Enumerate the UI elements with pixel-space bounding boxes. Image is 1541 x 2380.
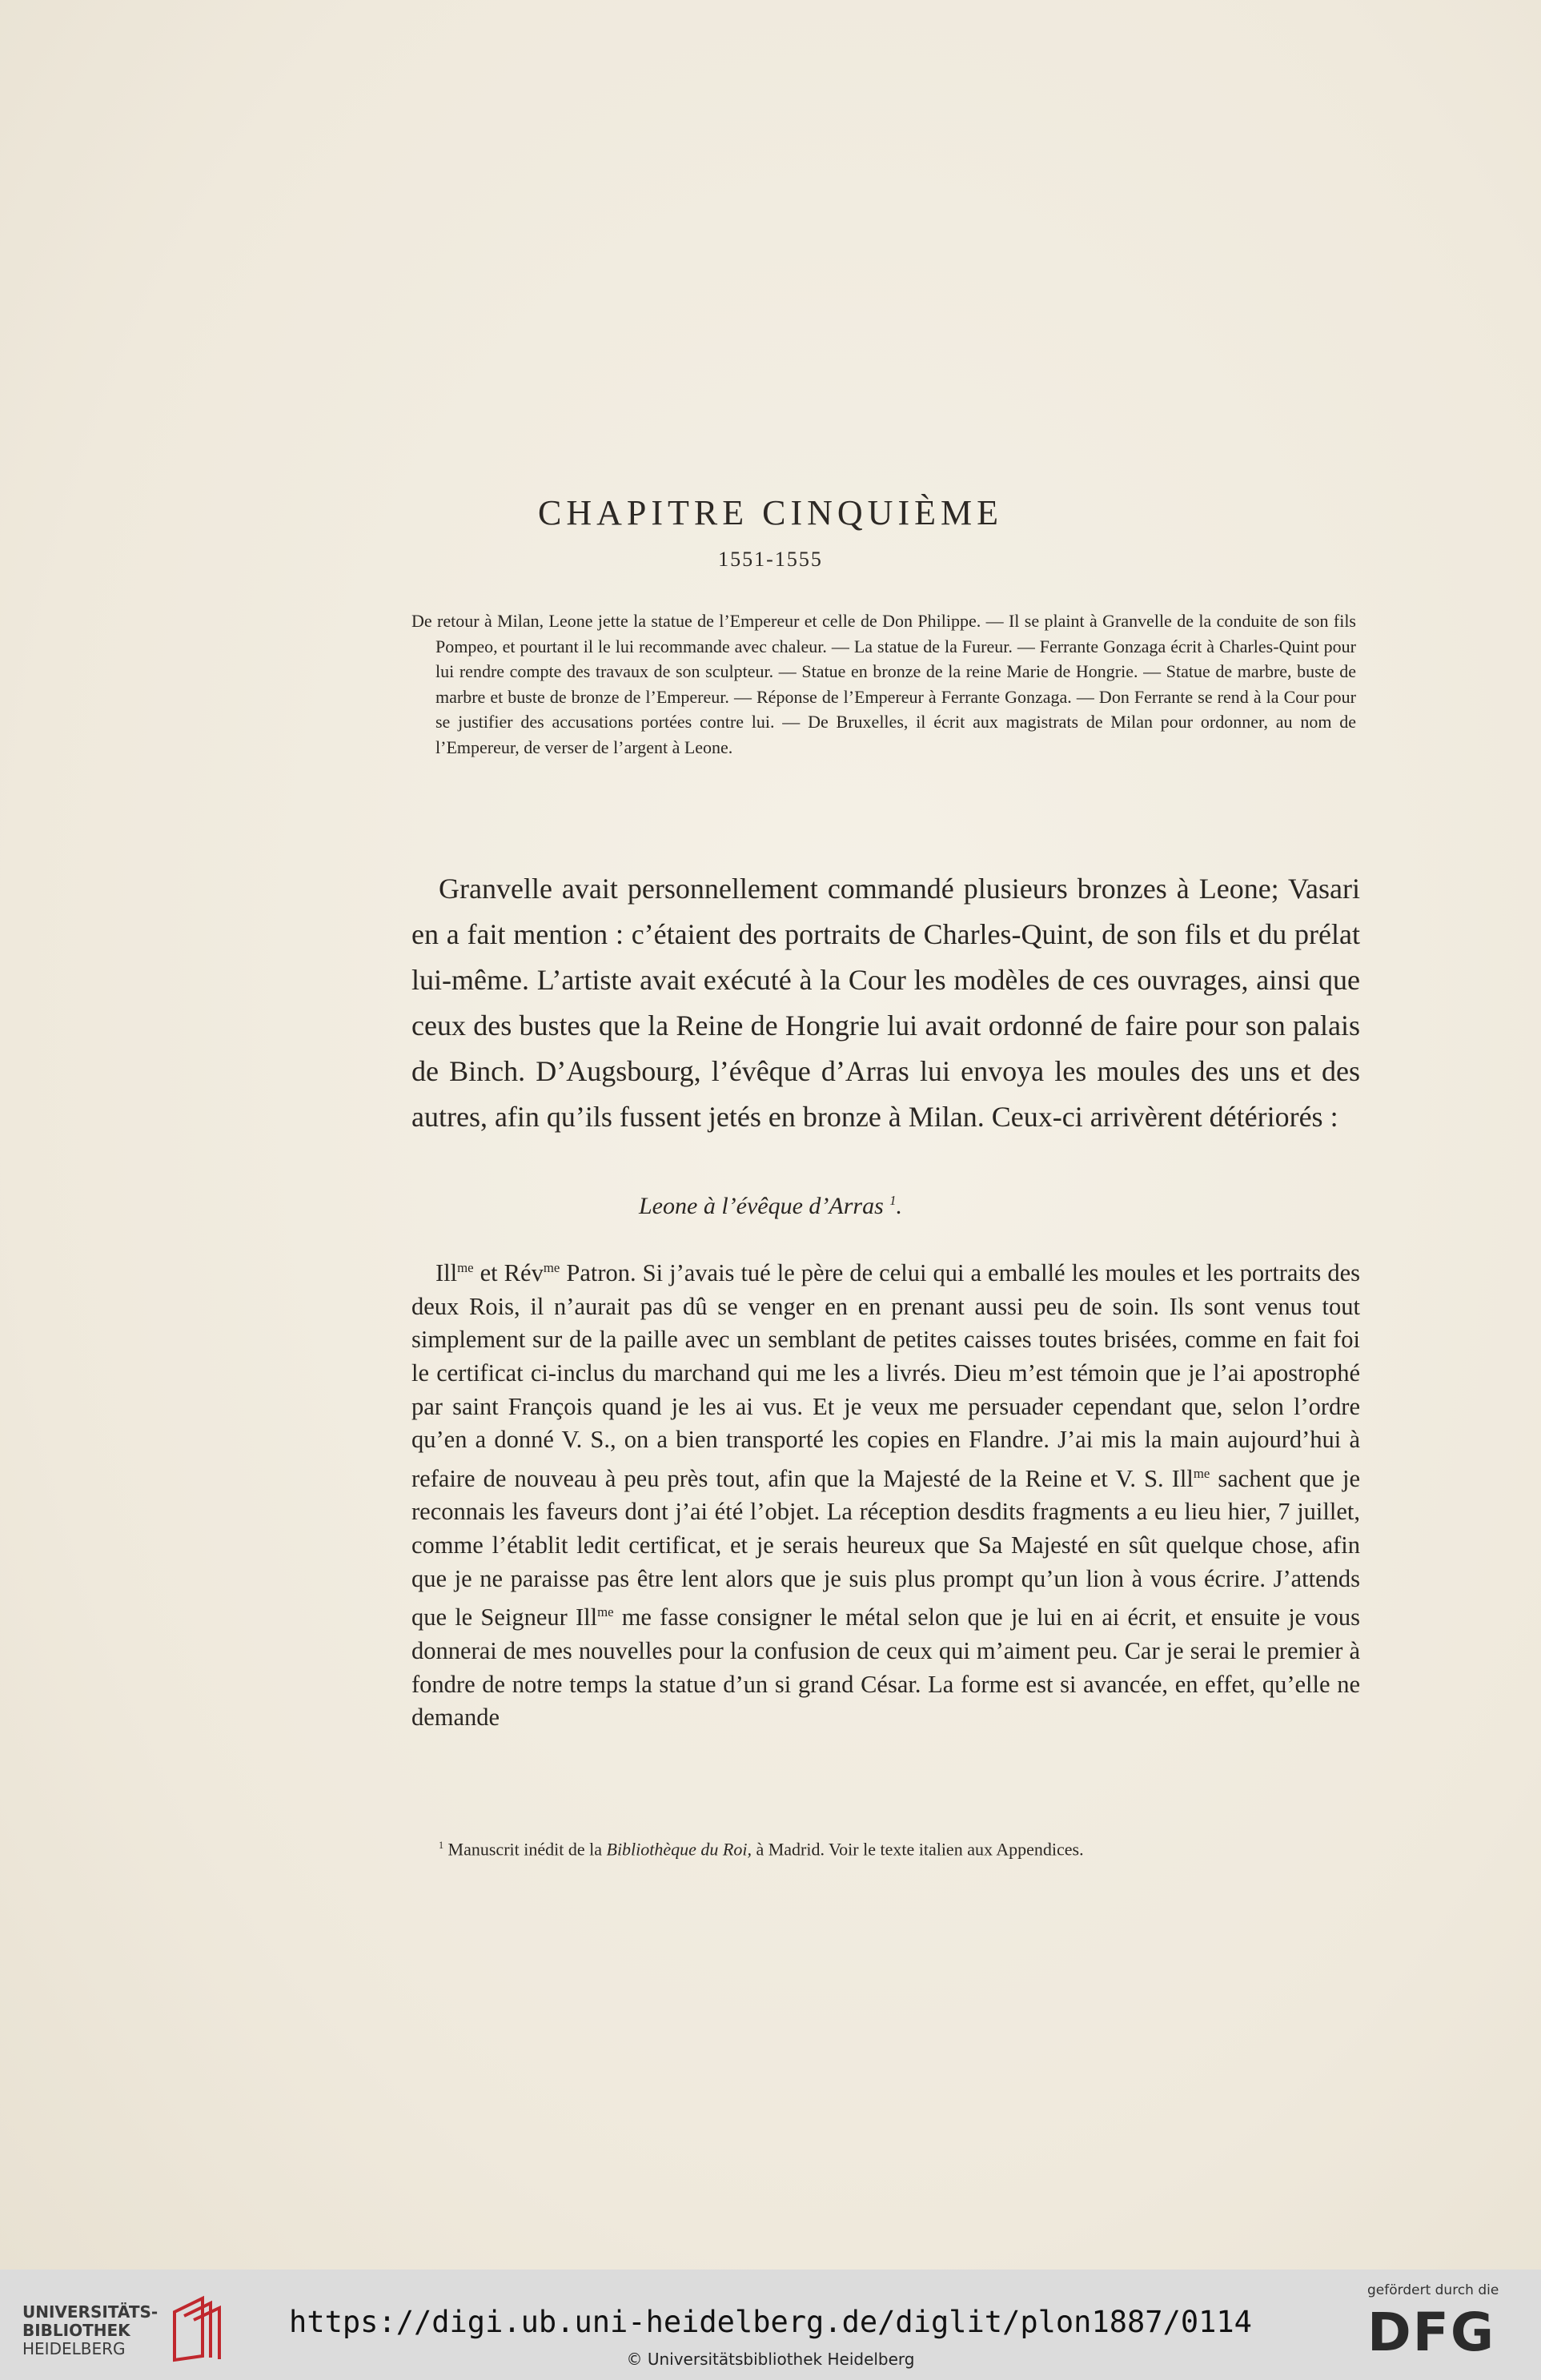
logo-line-2: BIBLIOTHEK	[22, 2321, 130, 2340]
viewer-footer	[0, 2270, 1541, 2380]
letter-heading: Leone à l’évêque d’Arras $^1$.	[639, 1193, 902, 1219]
footnote-text-b: à Madrid. Voir le texte italien aux Appendices.	[751, 1839, 1084, 1860]
letter-heading-text: Leone à l’évêque d’Arras	[639, 1193, 884, 1219]
body-paragraph: Granvelle avait personnellement commandé plusieurs bronzes à Leone; Vasari en a fait mention : c’étaient des portraits de Charles-Quint, de son fils et du prélat lui-même. L’artiste avait exécuté à la Cour les modèles de ces ouvrages, ainsi que ceux des bustes que la Reine de Hongrie lui avait ordonné de faire pour son palais de Binch. D’Augsbourg, l’évêque d’Arras lui envoya les moules des uns et des autres, afin qu’ils fussent jetés en bronze à Milan. Ceux-ci arrivèrent détériorés :	[411, 873, 1360, 1133]
chapter-dates: 1551-1555	[718, 548, 823, 571]
copyright-notice: © Universitätsbibliothek Heidelberg	[626, 2350, 915, 2369]
letter-salutation: Ill	[435, 1259, 458, 1287]
footnote-ref: 1	[889, 1193, 897, 1208]
chapter-title: CHAPITRE CINQUIÈME	[538, 493, 1003, 532]
dfg-logo[interactable]: DFG	[1367, 2302, 1496, 2363]
letter-text-part-c: me fasse consigner le métal selon que je lui en ai écrit, et ensuite je vous donnerai de mes nouvelles pour la confusion de ceux qui m’aiment peu. Car je serai le premier à fondre de notre temps la statue d’un si grand César. La forme est si avancée, en effet, qu’elle ne demande	[411, 1603, 1360, 1732]
footnote-italic: Bibliothèque du Roi,	[606, 1839, 752, 1860]
superscript: me	[457, 1260, 474, 1275]
funded-by-label: gefördert durch die	[1367, 2282, 1499, 2298]
letter-salutation-2: et Rév	[473, 1259, 544, 1287]
chapter-summary: De retour à Milan, Leone jette la statue de l’Empereur et celle de Don Philippe. — Il se plaint à Granvelle de la conduite de son fils Pompeo, et pourtant il le lui recommande avec chaleur. — La statue de la Fureur. — Ferrante Gonzaga écrit à Charles-Quint pour lui rendre compte des travaux de son sculpteur. — Statue en bronze de la reine Marie de Hongrie. — Statue de marbre, buste de marbre et buste de bronze de l’Empereur. — Réponse de l’Empereur à Ferrante Gonzaga. — Don Ferrante se rend à la Cour pour se justifier des accusations portées contre lui. — De Bruxelles, il écrit aux magistrats de Milan pour ordonner, au nom de l’Empereur, de verser de l’argent à Leone.	[411, 611, 1356, 757]
letter-text	[411, 1251, 1360, 1735]
footnote-number: 1	[439, 1840, 444, 1851]
logo-line-3: HEIDELBERG	[22, 2339, 126, 2358]
footnote-text-a: Manuscrit inédit de la	[443, 1839, 607, 1860]
footnote	[439, 1833, 1359, 1861]
letter-text-part-a: Patron. Si j’avais tué le père de celui qui a emballé les moules et les portraits des deux Rois, il n’aurait pas dû se venger en en prenant aussi peu de soin. Ils sont venus tout simplement sur de la paille avec un semblant de petites caisses toutes brisées, comme en fait foi le certificat ci-inclus du marchand qui me les a livrés. Dieu m’est témoin que je l’ai apostrophé par saint François quand je les ai vus. Et je veux me persuader cependant que, selon l’ordre qu’en a donné V. S., on a bien transporté les copies en Flandre. J’ai mis la main aujourd’hui à refaire de nouveau à peu près tout, afin que la Majesté de la Reine et V. S. Ill	[411, 1259, 1360, 1492]
superscript: me	[597, 1604, 614, 1620]
superscript: me	[1193, 1465, 1210, 1481]
logo-line-1: UNIVERSITÄTS-	[22, 2302, 159, 2322]
permalink-url[interactable]: https://digi.ub.uni-heidelberg.de/diglit/plon1887/0114	[289, 2305, 1252, 2339]
letter-text-part-b: sachent que je reconnais les faveurs dont j’ai été l’objet. La réception desdits fragments a eu lieu hier, 7 juillet, comme l’établit ledit certificat, et je serais heureux que Sa Majesté en sût quelque chose, afin que je ne paraisse pas être lent alors que je suis plus prompt qu’un lion à vous écrire. J’attends que le Seigneur Ill	[411, 1464, 1360, 1631]
superscript: me	[543, 1260, 560, 1275]
